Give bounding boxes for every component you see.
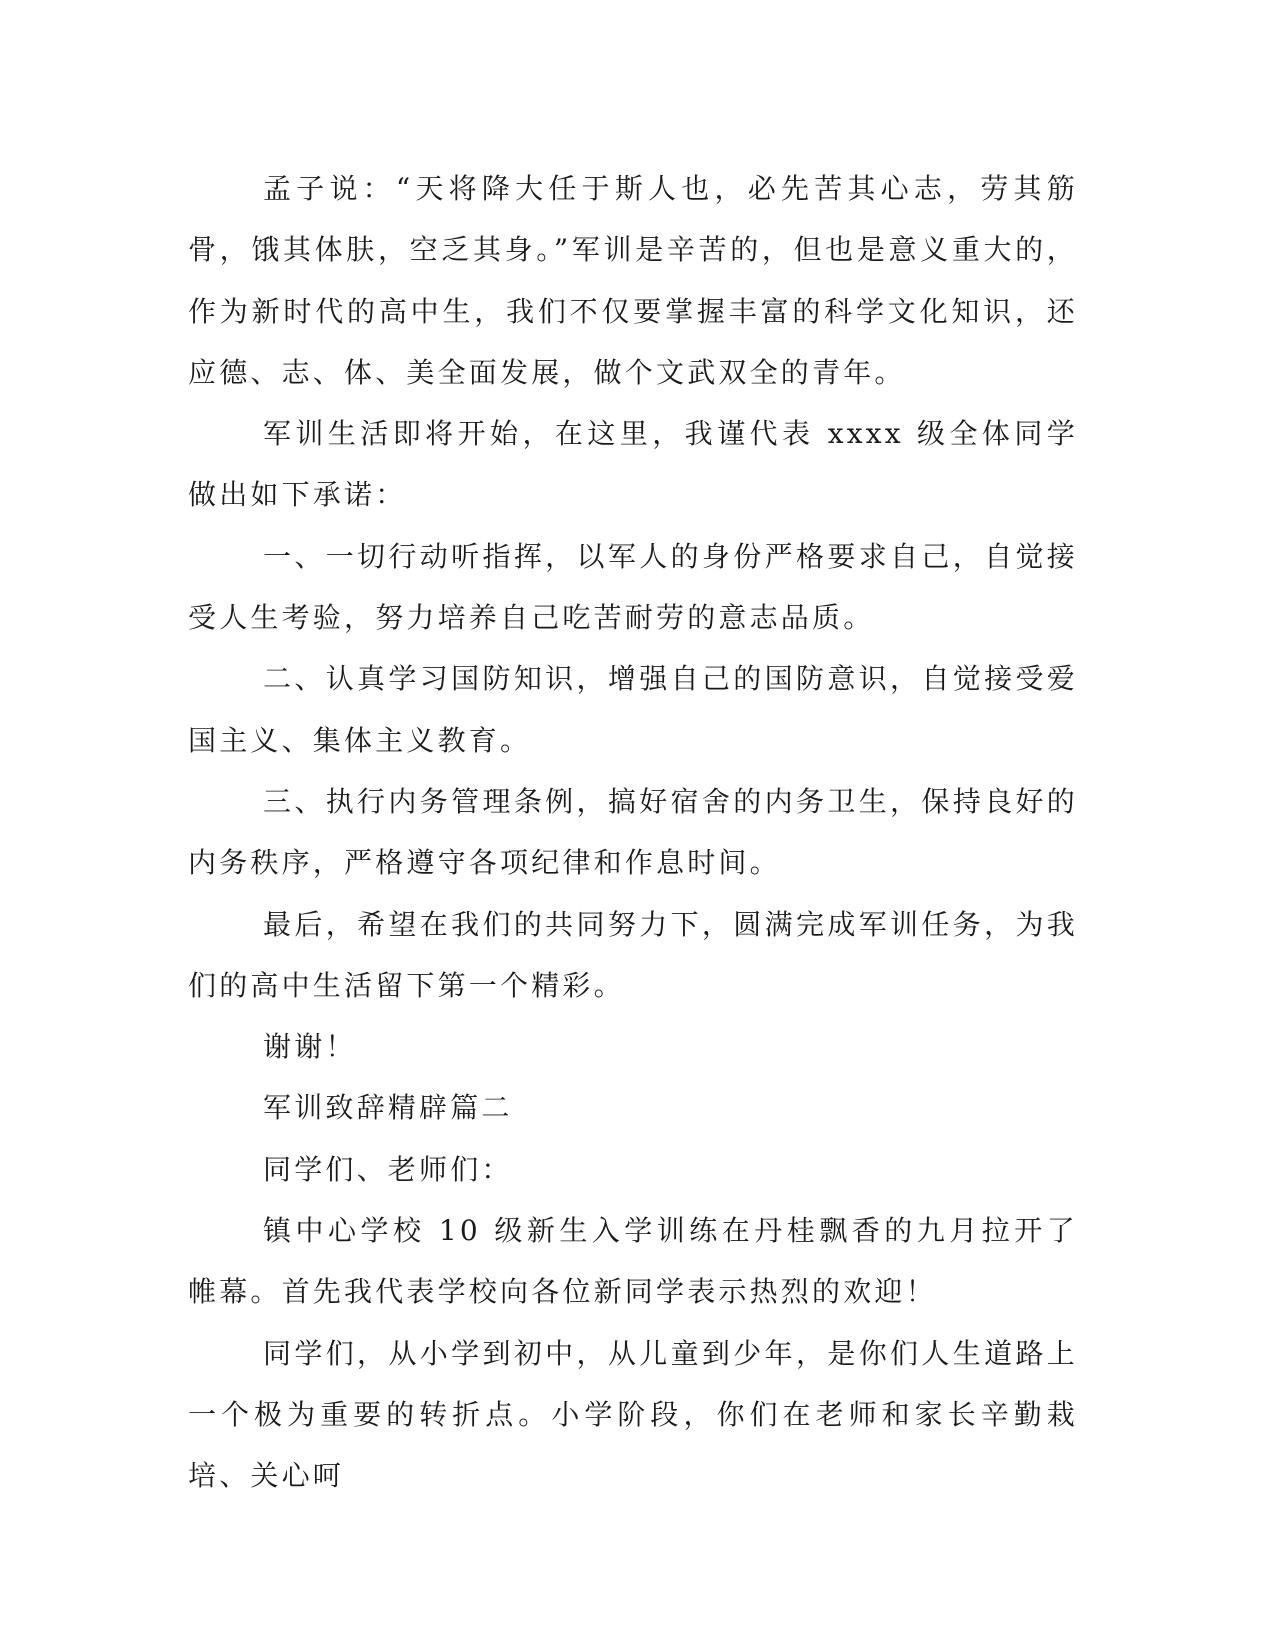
paragraph-pledge-1: 一、一切行动听指挥，以军人的身份严格要求自己，自觉接受人生考验，努力培养自己吃苦耐劳的意志品质。 (188, 539, 1078, 635)
paragraph-transition: 同学们，从小学到初中，从儿童到少年，是你们人生道路上一个极为重要的转折点。小学阶段，你们在老师和家长辛勤栽培、关心呵 (188, 1336, 1078, 1493)
paragraph-pledge-3: 三、执行内务管理条例，搞好宿舍的内务卫生，保持良好的内务秩序，严格遵守各项纪律和作息时间。 (188, 784, 1078, 880)
paragraph-pledge-intro: 军训生活即将开始，在这里，我谨代表 xxxx 级全体同学做出如下承诺： (188, 417, 1078, 512)
paragraph-welcome: 镇中心学校 10 级新生入学训练在丹桂飘香的九月拉开了帷幕。首先我代表学校向各位新同学表示热烈的欢迎！ (188, 1214, 1078, 1309)
section-heading: 军训致辞精辟篇二 (263, 1091, 513, 1125)
paragraph-pledge-2: 二、认真学习国防知识，增强自己的国防意识，自觉接受爱国主义、集体主义教育。 (188, 662, 1078, 757)
paragraph-salutation: 同学们、老师们： (263, 1152, 513, 1186)
paragraph-mencius-quote: 孟子说：“天将降大任于斯人也，必先苦其心志，劳其筋骨，饿其体肤，空乏其身。”军训是辛苦的，但也是意义重大的，作为新时代的高中生，我们不仅要掌握丰富的科学文化知识，还应德、志、体、美全面发展，做个文武双全的青年。 (188, 172, 1078, 389)
paragraph-thanks: 谢谢！ (263, 1030, 357, 1064)
paragraph-closing: 最后，希望在我们的共同努力下，圆满完成军训任务，为我们的高中生活留下第一个精彩。 (188, 907, 1078, 1002)
document-body (188, 158, 1078, 1507)
